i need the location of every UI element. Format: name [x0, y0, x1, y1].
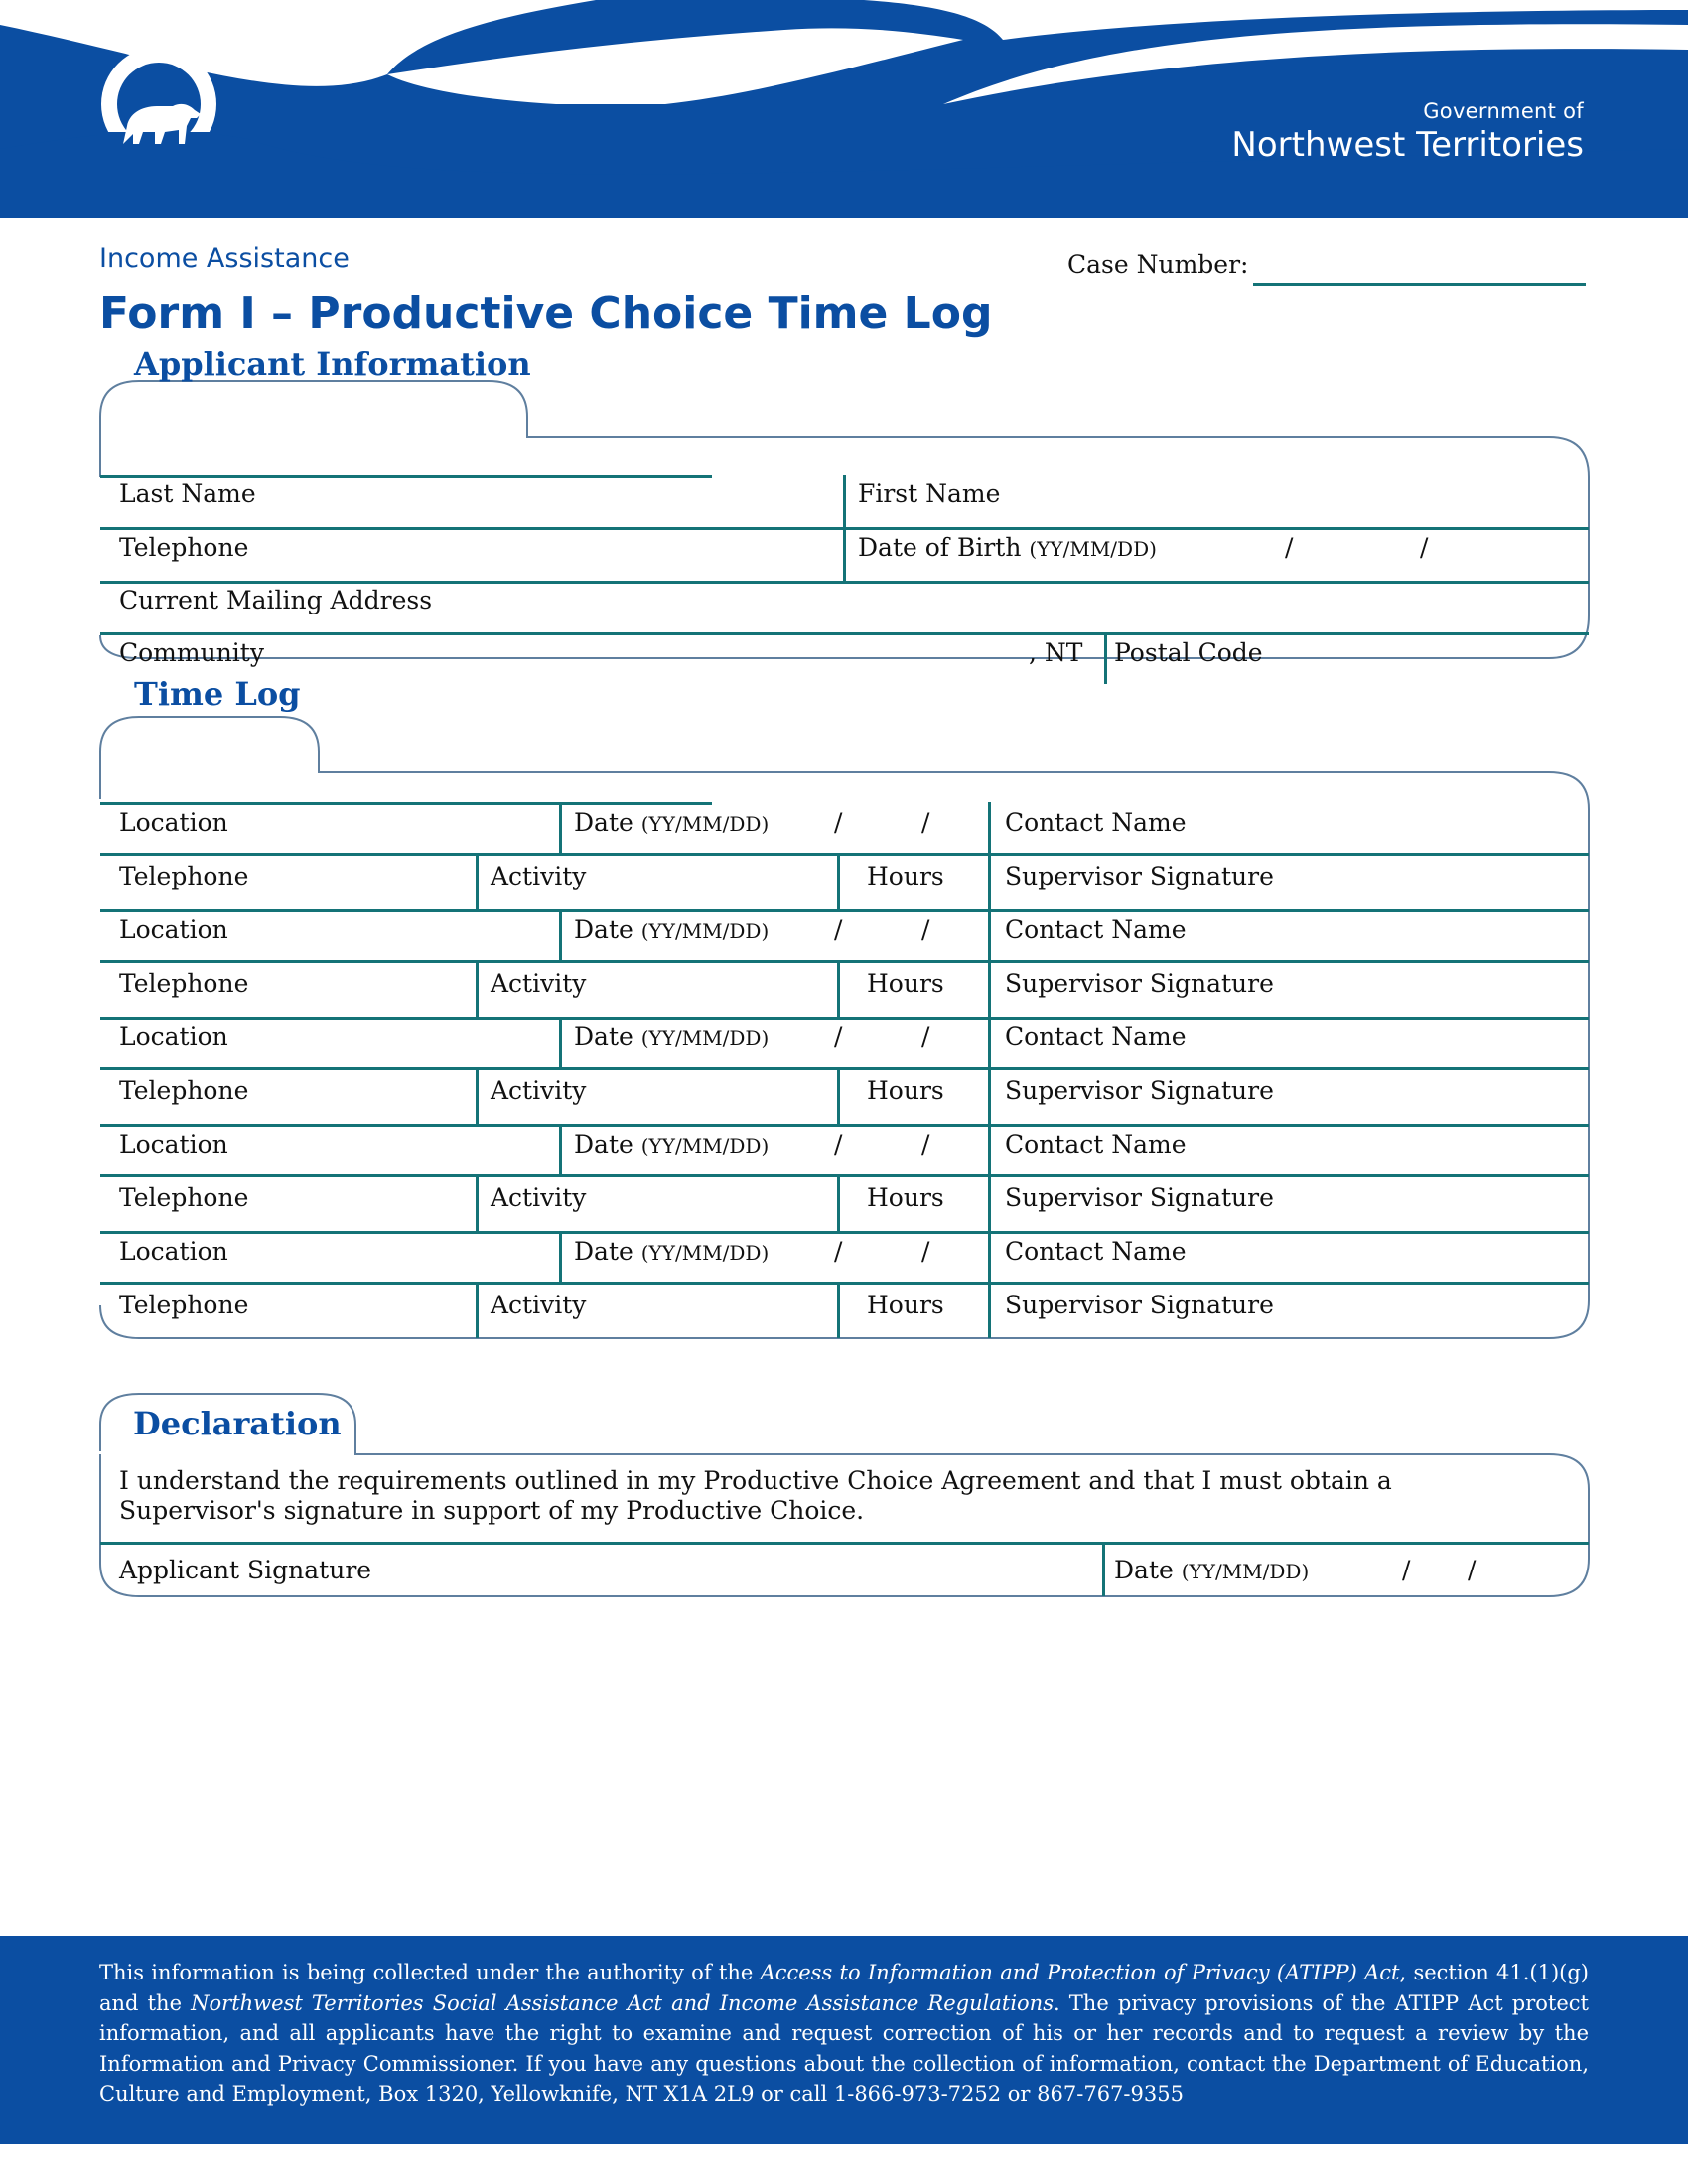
location-field[interactable]: Location [119, 1023, 228, 1051]
applicant-section-heading: Applicant Information [134, 345, 531, 383]
rule [100, 1067, 1589, 1070]
date-slash: / [921, 1130, 930, 1159]
rule [100, 1017, 1589, 1020]
case-number-field[interactable] [1253, 283, 1586, 286]
hours-field[interactable]: Hours [867, 862, 944, 890]
date-slash: / [834, 808, 843, 837]
privacy-text-1: This information is being collected under the authority of the [99, 1961, 761, 1984]
contact-name-field[interactable]: Contact Name [1005, 1023, 1187, 1051]
divider [476, 856, 479, 909]
government-title [1231, 99, 1584, 165]
date-slash: / [921, 1237, 930, 1266]
privacy-notice [99, 1958, 1589, 2110]
divider [559, 1017, 562, 1070]
divider [1102, 1542, 1105, 1596]
nt-label: , NT [1029, 638, 1083, 667]
contact-name-field[interactable]: Contact Name [1005, 1237, 1187, 1266]
date-label: Date [574, 1023, 633, 1051]
privacy-text-2: , section 41.(1)(g) and the [99, 1961, 1590, 2015]
location-field[interactable]: Location [119, 808, 228, 837]
date-slash: / [921, 1023, 930, 1051]
supervisor-signature-field[interactable]: Supervisor Signature [1005, 1183, 1274, 1212]
declaration-date-field[interactable] [1114, 1556, 1309, 1584]
location-field[interactable]: Location [119, 1237, 228, 1266]
divider [559, 1231, 562, 1285]
rule [100, 632, 1589, 635]
supervisor-signature-field[interactable]: Supervisor Signature [1005, 862, 1274, 890]
date-slash: / [834, 915, 843, 944]
divider [559, 1124, 562, 1177]
rule [100, 527, 1589, 530]
atipp-act-name: Access to Information and Protection of Privacy (ATIPP) Act [760, 1961, 1400, 1984]
dob-format: (YY/MM/DD) [1029, 537, 1157, 561]
divider [559, 802, 562, 856]
hours-field[interactable]: Hours [867, 1183, 944, 1212]
nwt-act-name: Northwest Territories Social Assistance Act and Income Assistance Regulations [191, 1990, 1054, 2015]
date-slash: / [834, 1237, 843, 1266]
divider [476, 963, 479, 1017]
rule [100, 853, 1589, 856]
telephone-field[interactable]: Telephone [119, 1183, 249, 1212]
activity-field[interactable]: Activity [491, 1183, 587, 1212]
date-format: (YY/MM/DD) [640, 1134, 770, 1158]
date-slash: / [921, 915, 930, 944]
program-name: Income Assistance [99, 243, 350, 274]
hours-field[interactable]: Hours [867, 1076, 944, 1105]
page-title: Form I – Productive Choice Time Log [99, 288, 993, 339]
declaration-text: I understand the requirements outlined in my Productive Choice Agreement and that I must obtain a Supervisor's signature in support of my Productive Choice. [119, 1466, 1392, 1525]
rule [100, 960, 1589, 963]
applicant-signature-field[interactable]: Applicant Signature [119, 1556, 372, 1584]
divider [988, 1231, 991, 1338]
date-field[interactable] [574, 1023, 769, 1051]
gov-line-2: Northwest Territories [1231, 125, 1584, 165]
date-slash: / [1402, 1556, 1411, 1584]
date-field[interactable] [574, 1130, 769, 1159]
rule [100, 475, 712, 478]
date-field[interactable] [574, 1237, 769, 1266]
divider [837, 1177, 840, 1231]
postal-code-field[interactable]: Postal Code [1114, 638, 1263, 667]
date-slash: / [1468, 1556, 1477, 1584]
divider [837, 856, 840, 909]
divider [476, 1285, 479, 1338]
rule [100, 1282, 1589, 1285]
date-field[interactable] [574, 915, 769, 944]
activity-field[interactable]: Activity [491, 1076, 587, 1105]
date-of-birth-field[interactable] [858, 533, 1157, 562]
case-number-label: Case Number: [1067, 250, 1249, 279]
date-format: (YY/MM/DD) [640, 919, 770, 943]
supervisor-signature-field[interactable]: Supervisor Signature [1005, 1291, 1274, 1319]
date-slash: / [1420, 533, 1429, 562]
rule [100, 581, 1589, 584]
contact-name-field[interactable]: Contact Name [1005, 915, 1187, 944]
date-label: Date [574, 1237, 633, 1266]
supervisor-signature-field[interactable]: Supervisor Signature [1005, 1076, 1274, 1105]
date-slash: / [921, 808, 930, 837]
timelog-section-heading: Time Log [134, 675, 301, 713]
divider [1104, 634, 1107, 684]
divider [988, 1124, 991, 1231]
telephone-field[interactable]: Telephone [119, 862, 249, 890]
mailing-address-field[interactable]: Current Mailing Address [119, 586, 433, 614]
gov-line-1: Government of [1423, 99, 1584, 123]
rule [100, 1124, 1589, 1127]
divider [988, 802, 991, 909]
rule [100, 1231, 1589, 1234]
hours-field[interactable]: Hours [867, 1291, 944, 1319]
telephone-field[interactable]: Telephone [119, 1076, 249, 1105]
date-slash: / [834, 1130, 843, 1159]
location-field[interactable]: Location [119, 915, 228, 944]
telephone-field[interactable]: Telephone [119, 1291, 249, 1319]
telephone-field[interactable]: Telephone [119, 533, 249, 562]
rule [100, 1542, 1589, 1545]
location-field[interactable]: Location [119, 1130, 228, 1159]
date-label: Date [574, 1130, 633, 1159]
first-name-field[interactable]: First Name [858, 479, 1001, 508]
divider [476, 1070, 479, 1124]
date-format: (YY/MM/DD) [640, 1241, 770, 1265]
activity-field[interactable]: Activity [491, 1291, 587, 1319]
divider [988, 1017, 991, 1124]
activity-field[interactable]: Activity [491, 862, 587, 890]
date-label: Date [1114, 1556, 1174, 1584]
polar-bear-icon [99, 45, 218, 164]
date-format: (YY/MM/DD) [1181, 1560, 1310, 1583]
telephone-field[interactable]: Telephone [119, 969, 249, 998]
community-field[interactable]: Community [119, 638, 264, 667]
date-label: Date [574, 915, 633, 944]
contact-name-field[interactable]: Contact Name [1005, 808, 1187, 837]
declaration-section-heading: Declaration [133, 1405, 342, 1442]
rule [100, 1174, 1589, 1177]
privacy-footer [0, 1936, 1688, 2144]
divider [837, 1285, 840, 1338]
divider [476, 1177, 479, 1231]
header-banner [0, 0, 1688, 218]
privacy-text-3: . The privacy provisions of the ATIPP Act protect information, and all applicants have the right to examine and request correction of his or her records and to request a review by the Information and Privacy Commissioner. If you have any questions about the collection of information, contact the Department of Education, Culture and Employment, Box 1320, Yellowknife, NT X1A 2L9 or call 1-866-973-7252 or 867-767-9355 [99, 1990, 1589, 2106]
rule [100, 909, 1589, 912]
date-label: Date [574, 808, 633, 837]
divider [559, 909, 562, 963]
divider [988, 909, 991, 1017]
date-format: (YY/MM/DD) [640, 1026, 770, 1050]
supervisor-signature-field[interactable]: Supervisor Signature [1005, 969, 1274, 998]
hours-field[interactable]: Hours [867, 969, 944, 998]
date-slash: / [1285, 533, 1294, 562]
date-format: (YY/MM/DD) [640, 812, 770, 836]
activity-field[interactable]: Activity [491, 969, 587, 998]
date-field[interactable] [574, 808, 769, 837]
rule [100, 802, 712, 805]
divider [837, 963, 840, 1017]
dob-label: Date of Birth [858, 533, 1022, 562]
contact-name-field[interactable]: Contact Name [1005, 1130, 1187, 1159]
divider [837, 1070, 840, 1124]
last-name-field[interactable]: Last Name [119, 479, 256, 508]
date-slash: / [834, 1023, 843, 1051]
